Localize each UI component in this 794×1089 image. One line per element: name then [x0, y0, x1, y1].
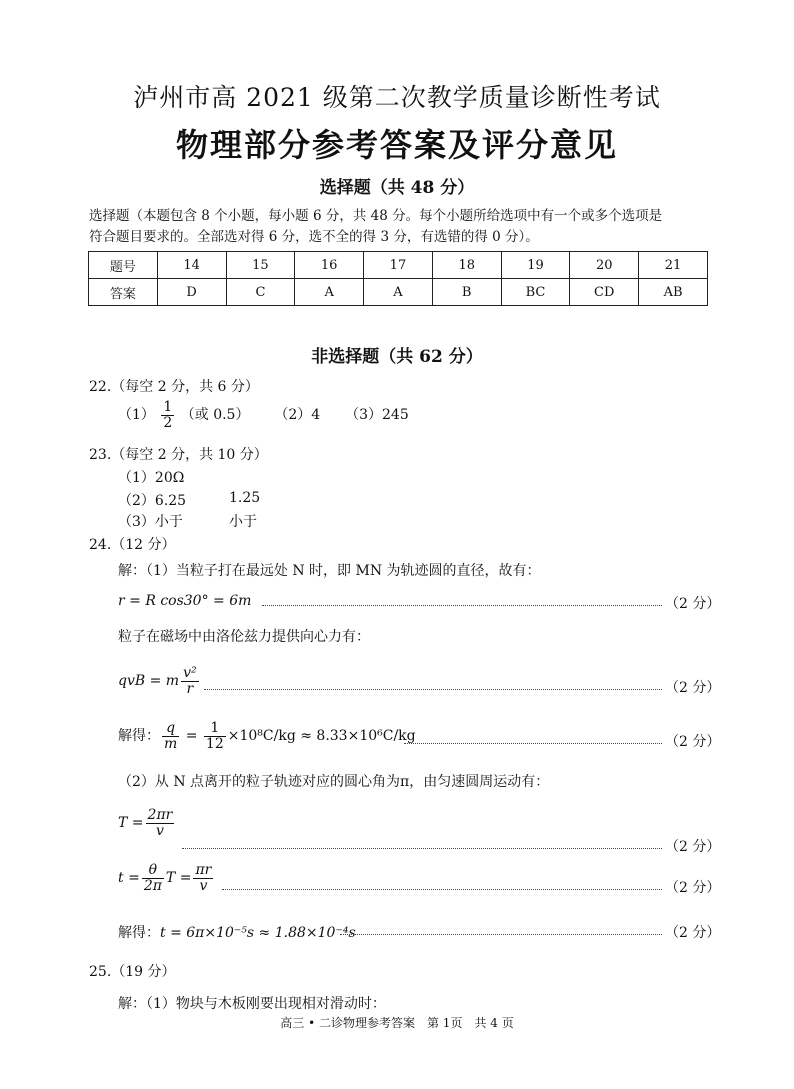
- q23-answer-3b: 小于: [229, 514, 257, 530]
- table-cell: 20: [570, 252, 639, 279]
- nonchoice-section-heading: 非选择题（共 62 分）: [311, 347, 483, 367]
- choice-section-heading: 选择题（共 48 分）: [319, 178, 475, 198]
- score-mark: （2 分）: [665, 596, 721, 612]
- score-mark: （2 分）: [665, 925, 721, 941]
- q24-eq2: qvB = m $\frac{\text{v²}}{r}$: [118, 665, 197, 697]
- table-cell: BC: [501, 279, 570, 306]
- table-cell: 15: [226, 252, 295, 279]
- table-row-numbers: [89, 252, 708, 279]
- table-cell: D: [157, 279, 226, 306]
- table-cell: B: [432, 279, 501, 306]
- leader-dots: [204, 689, 662, 690]
- table-cell: A: [364, 279, 433, 306]
- q25-step1: 解：（1）物块与木板刚要出现相对滑动时：: [118, 996, 386, 1012]
- q24-eq5: t = $\frac{\theta}{2\pi}$ T = $\frac{\pi r}{v}$: [118, 862, 212, 894]
- q24-eq1: r = R cos30° = 6m: [118, 593, 252, 609]
- table-cell: C: [226, 279, 295, 306]
- table-cell: 19: [501, 252, 570, 279]
- table-cell: A: [295, 279, 364, 306]
- table-row-answers: [89, 279, 708, 306]
- leader-dots: [262, 605, 662, 606]
- row-label-answer: 答案: [89, 279, 158, 306]
- score-mark: （2 分）: [665, 734, 721, 750]
- score-mark: （2 分）: [665, 680, 721, 696]
- leader-dots: [182, 848, 662, 849]
- table-cell: AB: [639, 279, 708, 306]
- score-mark: （2 分）: [665, 880, 721, 896]
- table-cell: 16: [295, 252, 364, 279]
- q24-step1: 解：（1）当粒子打在最远处 N 时，即 MN 为轨迹圆的直径，故有：: [118, 563, 541, 579]
- document-subtitle: 物理部分参考答案及评分意见: [175, 126, 618, 164]
- q24-eq3: 解得： $\frac{q}{m}$ = $\frac{1}{12}$ ×10⁸C/kg ≈ 8.33×10⁶C/kg: [118, 720, 416, 752]
- leader-dots: [404, 743, 662, 744]
- leader-dots: [222, 889, 662, 890]
- q24-step3: （2）从 N 点离开的粒子轨迹对应的圆心角为π，由匀速圆周运动有：: [118, 774, 550, 790]
- q24-eq6: 解得：t = 6π×10⁻⁵s ≈ 1.88×10⁻⁴s: [118, 925, 356, 941]
- page-footer: 高三 • 二诊物理参考答案 第 1页 共 4 页: [280, 1016, 514, 1030]
- leader-dots: [340, 934, 662, 935]
- q24-eq4: T = $\frac{2\pi r}{v}$: [118, 807, 173, 839]
- table-cell: CD: [570, 279, 639, 306]
- q25-title: 25.（19 分）: [89, 964, 176, 980]
- table-cell: 18: [432, 252, 501, 279]
- row-label-number: 题号: [89, 252, 158, 279]
- q23-answer-2b: 1.25: [229, 490, 261, 506]
- q22-answers: （1） $\frac{1}{2}$ （或 0.5） （2）4 （3）245: [118, 399, 409, 431]
- q23-answer-3a: （3）小于: [118, 514, 183, 530]
- q22-title: 22.（每空 2 分，共 6 分）: [89, 379, 259, 395]
- table-cell: 21: [639, 252, 708, 279]
- q22-fraction: $\frac{1}{2}$: [163, 399, 173, 431]
- eq2-fraction: $\frac{\text{v²}}{r}$: [183, 665, 197, 697]
- table-cell: 17: [364, 252, 433, 279]
- q23-answer-2a: （2）6.25: [118, 493, 187, 509]
- exam-title: 泸州市高 2021 级第二次教学质量诊断性考试: [133, 83, 661, 112]
- table-cell: 14: [157, 252, 226, 279]
- choice-intro-line1: 选择题（本题包含 8 个小题，每小题 6 分，共 48 分。每个小题所给选项中有一个或多个选项是: [89, 208, 663, 224]
- q24-title: 24.（12 分）: [89, 537, 176, 553]
- q23-title: 23.（每空 2 分，共 10 分）: [89, 447, 268, 463]
- answer-table: [88, 251, 708, 306]
- q24-step2: 粒子在磁场中由洛伦兹力提供向心力有：: [118, 629, 370, 645]
- choice-intro-line2: 符合题目要求的。全部选对得 6 分，选不全的得 3 分，有选错的得 0 分）。: [89, 229, 539, 245]
- score-mark: （2 分）: [665, 839, 721, 855]
- q23-answer-1: （1）20Ω: [118, 470, 185, 486]
